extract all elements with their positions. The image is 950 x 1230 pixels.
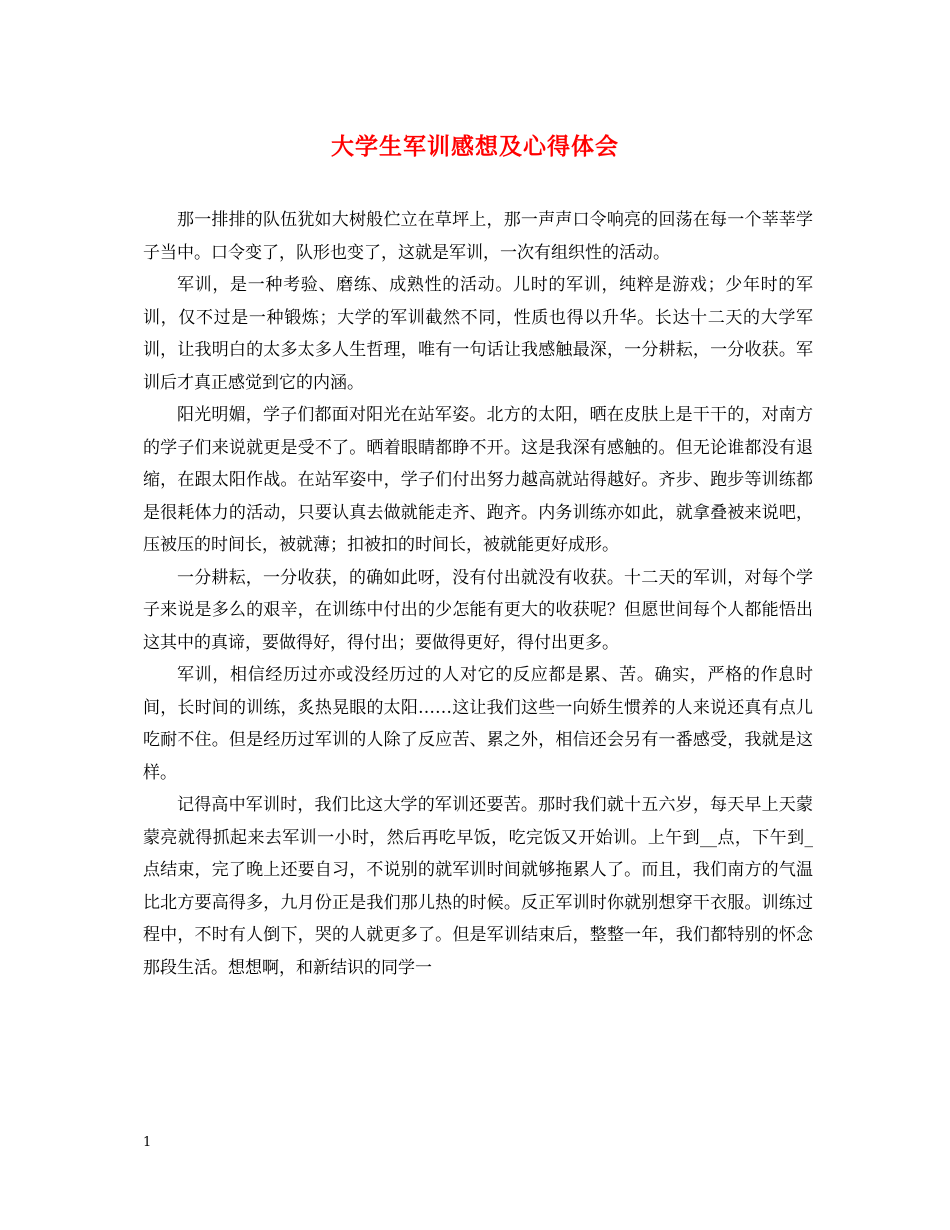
paragraph-4: 一分耕耘，一分收获，的确如此呀，没有付出就没有收获。十二天的军训，对每个学子来说是多么的艰辛，在训练中付出的少怎能有更大的收获呢？但愿世间每个人都能悟出这其中的真谛，要做得好，得付出；要做得更好，得付出更多。 — [143, 567, 813, 653]
page-number: 1 — [143, 1135, 152, 1150]
paragraph-6: 记得高中军训时，我们比这大学的军训还要苦。那时我们就十五六岁，每天早上天蒙蒙亮就得抓起来去军训一小时，然后再吃早饭，吃完饭又开始训。上午到__点，下午到_点结束，完了晚上还要自习，不说别的就军训时间就够拖累人了。而且，我们南方的气温比北方要高得多，九月份正是我们那儿热的时候。反正军训时你就别想穿干衣服。训练过程中，不时有人倒下，哭的人就更多了。但是军训结束后，整整一年，我们都特别的怀念那段生活。想想啊，和新结识的同学一 — [143, 795, 813, 978]
paragraph-2: 军训，是一种考验、磨练、成熟性的活动。儿时的军训，纯粹是游戏；少年时的军训，仅不过是一种锻炼；大学的军训截然不同，性质也得以升华。长达十二天的大学军训，让我明白的太多太多人生哲理，唯有一句话让我感触最深，一分耕耘，一分收获。军训后才真正感觉到它的内涵。 — [143, 275, 813, 393]
paragraph-3: 阳光明媚，学子们都面对阳光在站军姿。北方的太阳，晒在皮肤上是干干的，对南方的学子们来说就更是受不了。晒着眼睛都睁不开。这是我深有感触的。但无论谁都没有退缩，在跟太阳作战。在站军姿中，学子们付出努力越高就站得越好。齐步、跑步等训练都是很耗体力的活动，只要认真去做就能走齐、跑齐。内务训练亦如此，就拿叠被来说吧，压被压的时间长，被就薄；扣被扣的时间长，被就能更好成形。 — [143, 405, 813, 555]
document-body — [143, 204, 813, 984]
document-title: 大学生军训感想及心得体会 — [331, 133, 619, 160]
paragraph-5: 军训，相信经历过亦或没经历过的人对它的反应都是累、苦。确实，严格的作息时间，长时间的训练，炙热晃眼的太阳……这让我们这些一向娇生惯养的人来说还真有点儿吃耐不住。但是经历过军训的人除了反应苦、累之外，相信还会另有一番感受，我就是这样。 — [143, 665, 813, 783]
paragraph-1: 那一排排的队伍犹如大树般伫立在草坪上，那一声声口令响亮的回荡在每一个莘莘学子当中。口令变了，队形也变了，这就是军训，一次有组织性的活动。 — [143, 210, 813, 263]
